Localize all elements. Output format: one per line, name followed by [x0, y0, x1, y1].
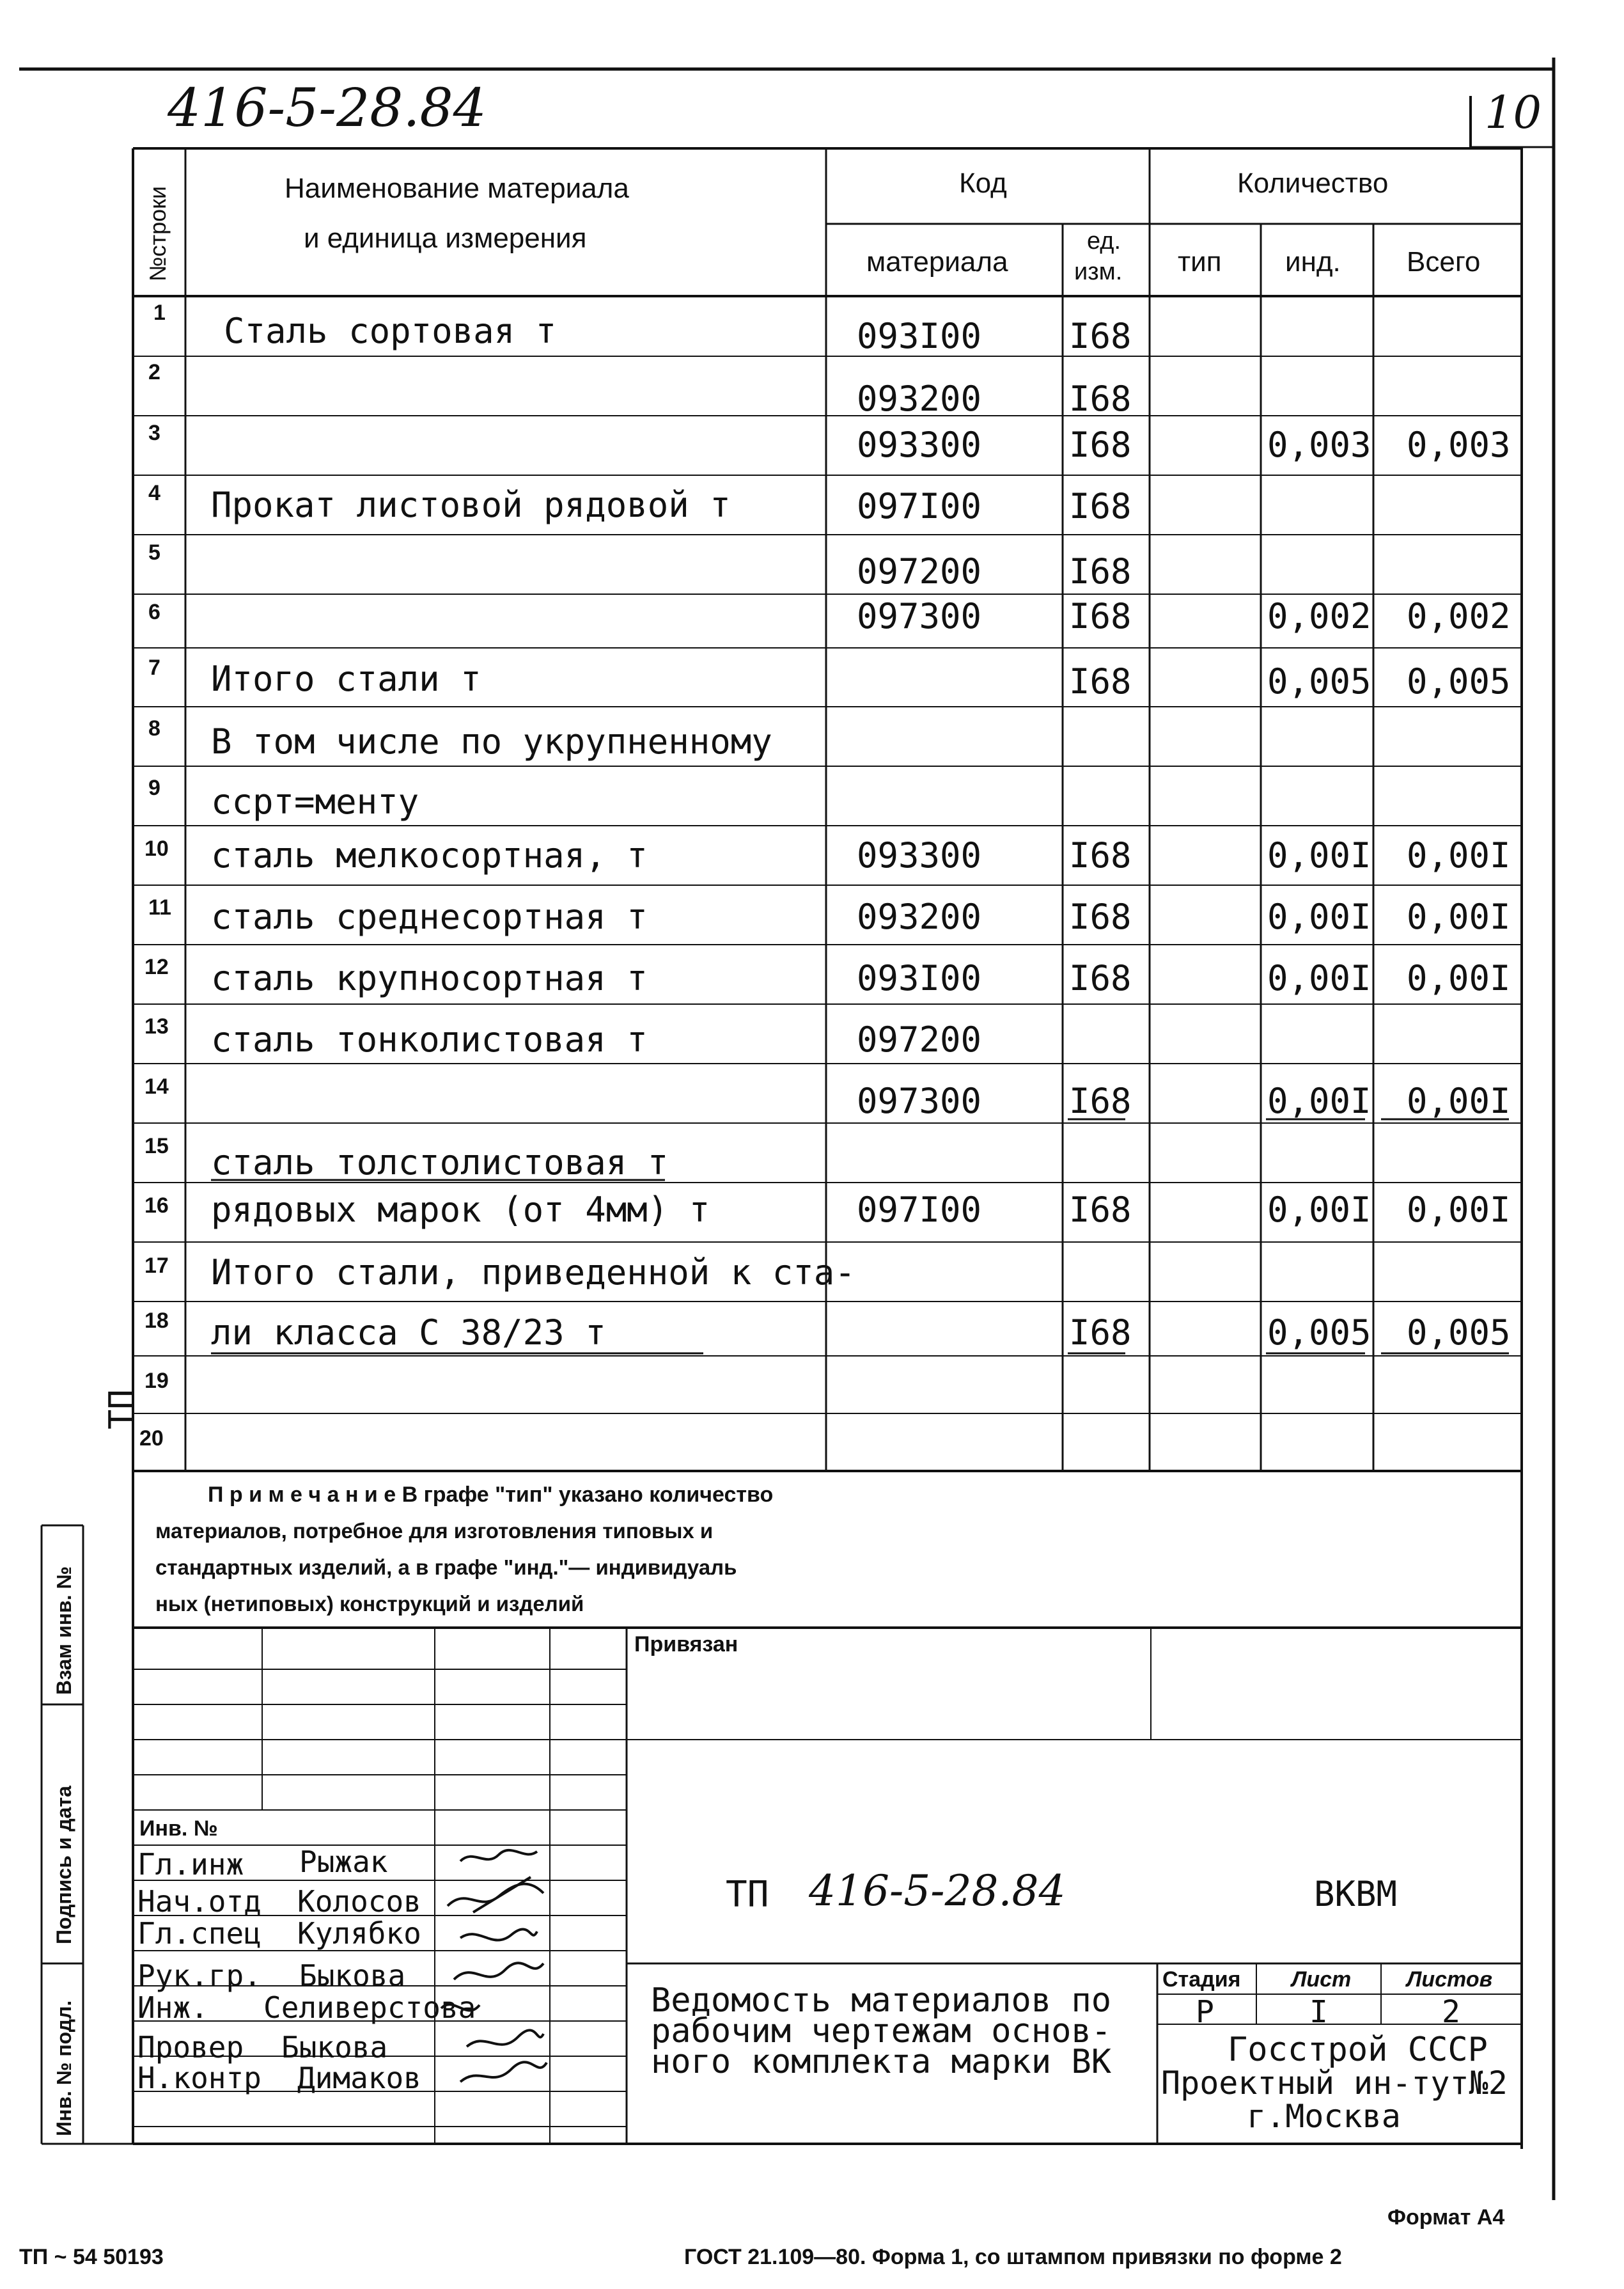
- row-qty-ind: 0,00I: [1267, 1081, 1371, 1121]
- row-unit: I68: [1069, 316, 1132, 356]
- row-number: 4: [148, 481, 160, 505]
- sheet-label: Лист: [1292, 1967, 1352, 1992]
- row-name: сталь толстолистовая т: [211, 1142, 669, 1183]
- row-qty-total: 0,003: [1407, 425, 1511, 465]
- header-code-material: материала: [866, 246, 1008, 278]
- inv-no-label: Инв. №: [139, 1816, 218, 1841]
- row-code: 097200: [857, 551, 982, 592]
- row-code: 097300: [857, 596, 982, 636]
- stage-value: Р: [1196, 1994, 1214, 2030]
- row-code: 093200: [857, 379, 982, 419]
- person-name: Димаков: [297, 2061, 421, 2095]
- stage-label: Стадия: [1162, 1967, 1241, 1992]
- row-number: 20: [139, 1426, 164, 1451]
- row-code: 097200: [857, 1019, 982, 1060]
- row-unit: I68: [1069, 486, 1132, 526]
- row-name: Прокат листовой рядовой т: [211, 485, 731, 525]
- row-unit: I68: [1069, 551, 1132, 592]
- header-quantity: Количество: [1237, 168, 1389, 199]
- format-label: Формат А4: [1387, 2205, 1505, 2230]
- header-qty-total: Всего: [1407, 246, 1481, 278]
- row-qty-total: 0,00I: [1407, 897, 1511, 937]
- row-name: сталь тонколистовая т: [211, 1019, 648, 1060]
- tp-label: ТП: [726, 1874, 769, 1915]
- privyazan-label: Привязан: [634, 1632, 738, 1656]
- row-number: 12: [144, 955, 169, 979]
- row-unit: I68: [1069, 596, 1132, 636]
- header-qty-ind: инд.: [1285, 246, 1341, 278]
- document-code-handwritten: 416-5-28.84: [168, 78, 487, 139]
- role-label: Провер: [137, 2030, 244, 2065]
- side-vzam-inv: Взам инв. №: [52, 1566, 75, 1695]
- role-label: Рук.гр.: [137, 1958, 262, 1993]
- person-name: Быкова: [281, 2030, 388, 2065]
- row-qty-total: 0,00I: [1407, 835, 1511, 876]
- gost-reference: ГОСТ 21.109—80. Форма 1, со штампом привязки по форме 2: [684, 2245, 1342, 2269]
- note-line-3: стандартных изделий, а в графе "инд."— индивидуаль: [155, 1555, 737, 1579]
- row-name: рядовых марок (от 4мм) т: [211, 1190, 710, 1230]
- row-unit: I68: [1069, 835, 1132, 876]
- row-qty-ind: 0,00I: [1267, 897, 1371, 937]
- role-label: Инж.: [137, 1990, 208, 2025]
- row-number: 5: [148, 540, 160, 565]
- row-code: 093I00: [857, 316, 982, 356]
- row-name: ли класса С 38/23 т: [211, 1312, 606, 1353]
- row-qty-total: 0,00I: [1407, 958, 1511, 998]
- row-number: 10: [144, 837, 169, 861]
- row-number: 18: [144, 1309, 169, 1333]
- row-number: 9: [148, 776, 160, 800]
- row-code: 097I00: [857, 1190, 982, 1230]
- row-unit: I68: [1069, 897, 1132, 937]
- header-name-line1: Наименование материала: [285, 173, 629, 204]
- row-name: В том числе по укрупненному: [211, 721, 772, 762]
- row-unit: I68: [1069, 1190, 1132, 1230]
- row-code: 097I00: [857, 486, 982, 526]
- row-number: 8: [148, 716, 160, 741]
- row-number: 19: [144, 1369, 169, 1393]
- person-name: Быкова: [299, 1958, 406, 1993]
- person-name: Рыжак: [299, 1845, 388, 1879]
- row-code: 093I00: [857, 958, 982, 998]
- note-line-1: П р и м е ч а н и е В графе "тип" указано количество: [208, 1483, 774, 1507]
- role-label: Гл.спец: [137, 1916, 262, 1951]
- row-qty-ind: 0,005: [1267, 1312, 1371, 1353]
- side-inv-podl: Инв. № подл.: [52, 2000, 75, 2136]
- row-name: Итого стали, приведенной к ста-: [211, 1252, 855, 1293]
- row-qty-ind: 0,005: [1267, 661, 1371, 702]
- role-label: Нач.отд: [137, 1884, 262, 1919]
- row-qty-ind: 0,002: [1267, 596, 1371, 636]
- sheets-label: Листов: [1407, 1967, 1493, 1992]
- title-line-2: рабочим чертежам основ-: [651, 2012, 1112, 2050]
- row-code: 093200: [857, 897, 982, 937]
- row-qty-ind: 0,00I: [1267, 835, 1371, 876]
- row-number: 13: [144, 1014, 169, 1039]
- row-number: 17: [144, 1254, 169, 1278]
- row-number: 3: [148, 421, 160, 445]
- row-name: сталь среднесортная т: [211, 897, 648, 937]
- row-unit: I68: [1069, 425, 1132, 465]
- header-code-unit-line2: изм.: [1074, 258, 1123, 285]
- row-number: 14: [144, 1074, 169, 1099]
- row-number: 2: [148, 360, 160, 384]
- header-code-unit-line1: ед.: [1087, 228, 1121, 255]
- row-number: 1: [153, 301, 166, 325]
- person-name: Кулябко: [297, 1916, 421, 1951]
- row-unit: I68: [1069, 1081, 1132, 1121]
- side-tp-label: ТП: [102, 1389, 141, 1429]
- row-name: сталь мелкосортная, т: [211, 835, 648, 876]
- row-code: 093300: [857, 425, 982, 465]
- note-line-2: материалов, потребное для изготовления типовых и: [155, 1519, 714, 1543]
- signature-scribbles: [435, 1842, 550, 2098]
- org-line-2: Проектный ин-тут№2: [1161, 2065, 1508, 2102]
- row-qty-total: 0,002: [1407, 596, 1511, 636]
- row-qty-ind: 0,003: [1267, 425, 1371, 465]
- role-label: Н.контр: [137, 2061, 262, 2095]
- mark-code: ВКВМ: [1314, 1874, 1398, 1914]
- header-qty-type: тип: [1178, 246, 1222, 278]
- note-line-4: ных (нетиповых) конструкций и изделий: [155, 1592, 584, 1616]
- row-qty-ind: 0,00I: [1267, 958, 1371, 998]
- row-unit: I68: [1069, 958, 1132, 998]
- title-line-3: ного комплекта марки ВК: [651, 2043, 1112, 2081]
- side-signature-date: Подпись и дата: [52, 1786, 75, 1944]
- role-label: Гл.инж: [137, 1847, 244, 1882]
- row-qty-total: 0,005: [1407, 661, 1511, 702]
- row-name: Итого стали т: [211, 659, 481, 699]
- org-line-1: Госстрой СССР: [1228, 2031, 1488, 2069]
- tp-code: 416-5-28.84: [809, 1866, 1066, 1915]
- person-name: Колосов: [297, 1884, 421, 1919]
- row-number: 11: [148, 895, 171, 920]
- row-number: 16: [144, 1193, 169, 1218]
- header-row-number: №строки: [144, 185, 171, 281]
- row-qty-total: 0,00I: [1407, 1081, 1511, 1121]
- org-line-3: г.Москва: [1247, 2098, 1401, 2135]
- row-unit: I68: [1069, 379, 1132, 419]
- row-unit: I68: [1069, 661, 1132, 702]
- title-line-1: Ведомость материалов по: [651, 1981, 1112, 2020]
- footer-left-code: ТП ~ 54 50193: [19, 2245, 164, 2269]
- row-name: сталь крупносортная т: [211, 958, 648, 998]
- row-qty-ind: 0,00I: [1267, 1190, 1371, 1230]
- row-name: Сталь сортовая т: [224, 311, 557, 351]
- header-name-line2: и единица измерения: [304, 223, 587, 254]
- person-name: Селиверстова: [263, 1990, 476, 2025]
- sheet-value: I: [1309, 1994, 1328, 2030]
- row-unit: I68: [1069, 1312, 1132, 1353]
- sheets-value: 2: [1442, 1994, 1460, 2030]
- row-code: 097300: [857, 1081, 982, 1121]
- row-number: 7: [148, 656, 160, 680]
- sheet-number: 10: [1485, 86, 1542, 139]
- row-number: 15: [144, 1134, 169, 1158]
- row-name: ссрт=менту: [211, 782, 419, 822]
- header-code: Код: [959, 168, 1007, 199]
- row-code: 093300: [857, 835, 982, 876]
- row-qty-total: 0,00I: [1407, 1190, 1511, 1230]
- row-qty-total: 0,005: [1407, 1312, 1511, 1353]
- row-number: 6: [148, 600, 160, 624]
